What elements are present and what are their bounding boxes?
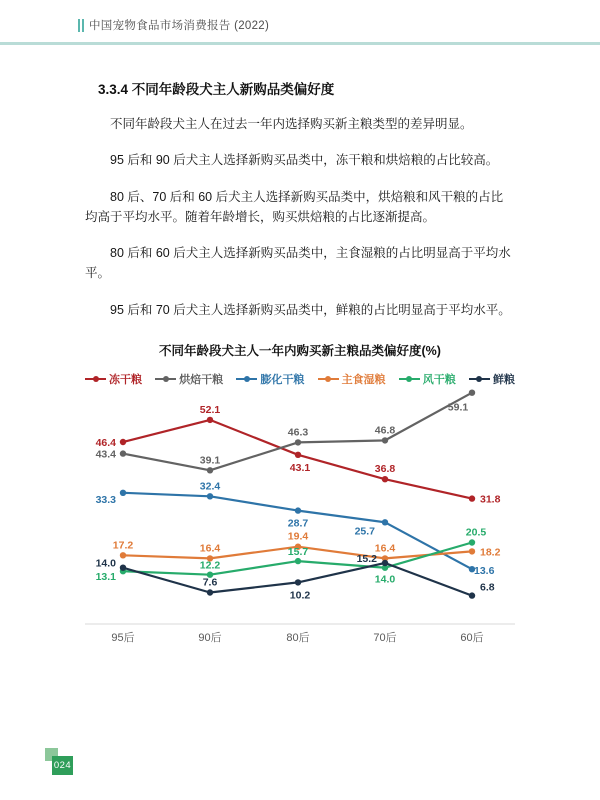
data-point: [469, 495, 475, 501]
data-point: [120, 489, 126, 495]
legend-line-dot-icon: [318, 378, 339, 380]
data-label: 25.7: [354, 525, 375, 538]
legend-label: 膨化干粮: [260, 373, 305, 386]
data-label: 33.3: [95, 493, 116, 506]
data-point: [295, 579, 301, 585]
data-label: 46.4: [95, 436, 116, 449]
legend-line-dot-icon: [85, 378, 106, 380]
data-label: 43.4: [95, 448, 116, 461]
paragraph: 80 后和 60 后犬主人选择新购买品类中，主食湿粮的占比明显高于平均水平。: [85, 246, 511, 281]
paragraph: 95 后和 70 后犬主人选择新购买品类中，鲜粮的占比明显高于平均水平。: [110, 302, 511, 317]
page-content: [0, 78, 600, 656]
legend-line-dot-icon: [236, 378, 257, 380]
data-label: 52.1: [199, 403, 221, 416]
chart-legend: [85, 371, 515, 387]
legend-label: 烘焙干粮: [179, 373, 224, 386]
legend-line-dot-icon: [399, 378, 420, 380]
data-label: 12.2: [199, 559, 221, 572]
legend-label: 主食湿粮: [341, 373, 386, 386]
legend-label: 鲜粮: [492, 373, 515, 386]
section-heading: 3.3.4 不同年龄段犬主人新购品类偏好度: [98, 82, 335, 97]
data-label: 16.4: [374, 542, 396, 555]
x-axis-label: 70后: [373, 631, 397, 644]
data-label: 15.2: [356, 552, 377, 565]
legend-label: 风干粮: [422, 373, 456, 386]
chart-title: 不同年龄段犬主人一年内购买新主粮品类偏好度(%): [159, 343, 441, 358]
legend-item: [236, 371, 304, 387]
chart-area: [85, 389, 515, 656]
data-label: 46.8: [374, 424, 396, 437]
data-point: [469, 592, 475, 598]
data-point: [382, 560, 388, 566]
line-chart: [85, 389, 515, 651]
paragraph: 95 后和 90 后犬主人选择新购买品类中，冻干粮和烘焙粮的占比较高。: [110, 153, 499, 168]
data-point: [207, 493, 213, 499]
data-point: [295, 451, 301, 457]
data-label: 13.1: [95, 570, 116, 583]
data-point: [295, 507, 301, 513]
data-label: 20.5: [465, 526, 487, 539]
data-point: [120, 450, 126, 456]
data-point: [207, 589, 213, 595]
legend-label: 冻干粮: [109, 373, 142, 386]
data-point: [120, 439, 126, 445]
paragraph: 80 后、70 后和 60 后犬主人选择新购买品类中，烘焙粮和风干粮的占比均高于平均水平。随着年龄增长，购买烘焙粮的占比逐渐提高。: [85, 189, 504, 224]
data-point: [382, 519, 388, 525]
data-label: 7.6: [202, 576, 218, 589]
data-point: [207, 467, 213, 473]
legend-line-dot-icon: [155, 378, 176, 380]
data-point: [469, 389, 475, 395]
legend-line-dot-icon: [469, 378, 490, 380]
data-label: 14.0: [95, 557, 116, 570]
data-label: 39.1: [199, 454, 221, 467]
report-title: 中国宠物食品市场消费报告 (2022): [89, 20, 270, 32]
data-label: 19.4: [287, 530, 309, 543]
page-header: [0, 0, 600, 33]
x-axis-label: 80后: [286, 631, 310, 644]
data-label: 32.4: [199, 480, 221, 493]
legend-item: [399, 371, 456, 387]
data-point: [295, 439, 301, 445]
data-label: 6.8: [480, 581, 495, 594]
data-point: [469, 539, 475, 545]
header-bars-icon: [78, 19, 84, 32]
data-label: 15.7: [287, 545, 309, 558]
legend-item: [85, 371, 142, 387]
legend-item: [155, 371, 223, 387]
legend-item: [469, 371, 515, 387]
x-axis-label: 95后: [111, 631, 135, 644]
header-divider: [0, 42, 600, 45]
data-label: 28.7: [287, 517, 309, 530]
data-point: [295, 558, 301, 564]
data-label: 17.2: [112, 539, 134, 552]
data-label: 46.3: [287, 426, 309, 439]
page-number-badge: 024: [52, 756, 73, 775]
data-label: 18.2: [480, 546, 501, 559]
paragraph: 不同年龄段犬主人在过去一年内选择购买新主粮类型的差异明显。: [110, 117, 473, 131]
data-label: 31.8: [480, 493, 501, 506]
data-label: 59.1: [447, 401, 469, 414]
data-label: 43.1: [289, 461, 311, 474]
legend-item: [318, 371, 386, 387]
data-label: 13.6: [474, 564, 495, 577]
data-point: [382, 437, 388, 443]
data-label: 14.0: [374, 573, 396, 586]
data-point: [120, 552, 126, 558]
x-axis-label: 90后: [198, 631, 222, 644]
data-point: [469, 548, 475, 554]
data-label: 36.8: [374, 462, 396, 475]
data-point: [120, 564, 126, 570]
data-label: 10.2: [289, 589, 311, 602]
data-point: [382, 476, 388, 482]
data-label: 16.4: [199, 542, 221, 555]
data-point: [207, 416, 213, 422]
x-axis-label: 60后: [460, 631, 484, 644]
